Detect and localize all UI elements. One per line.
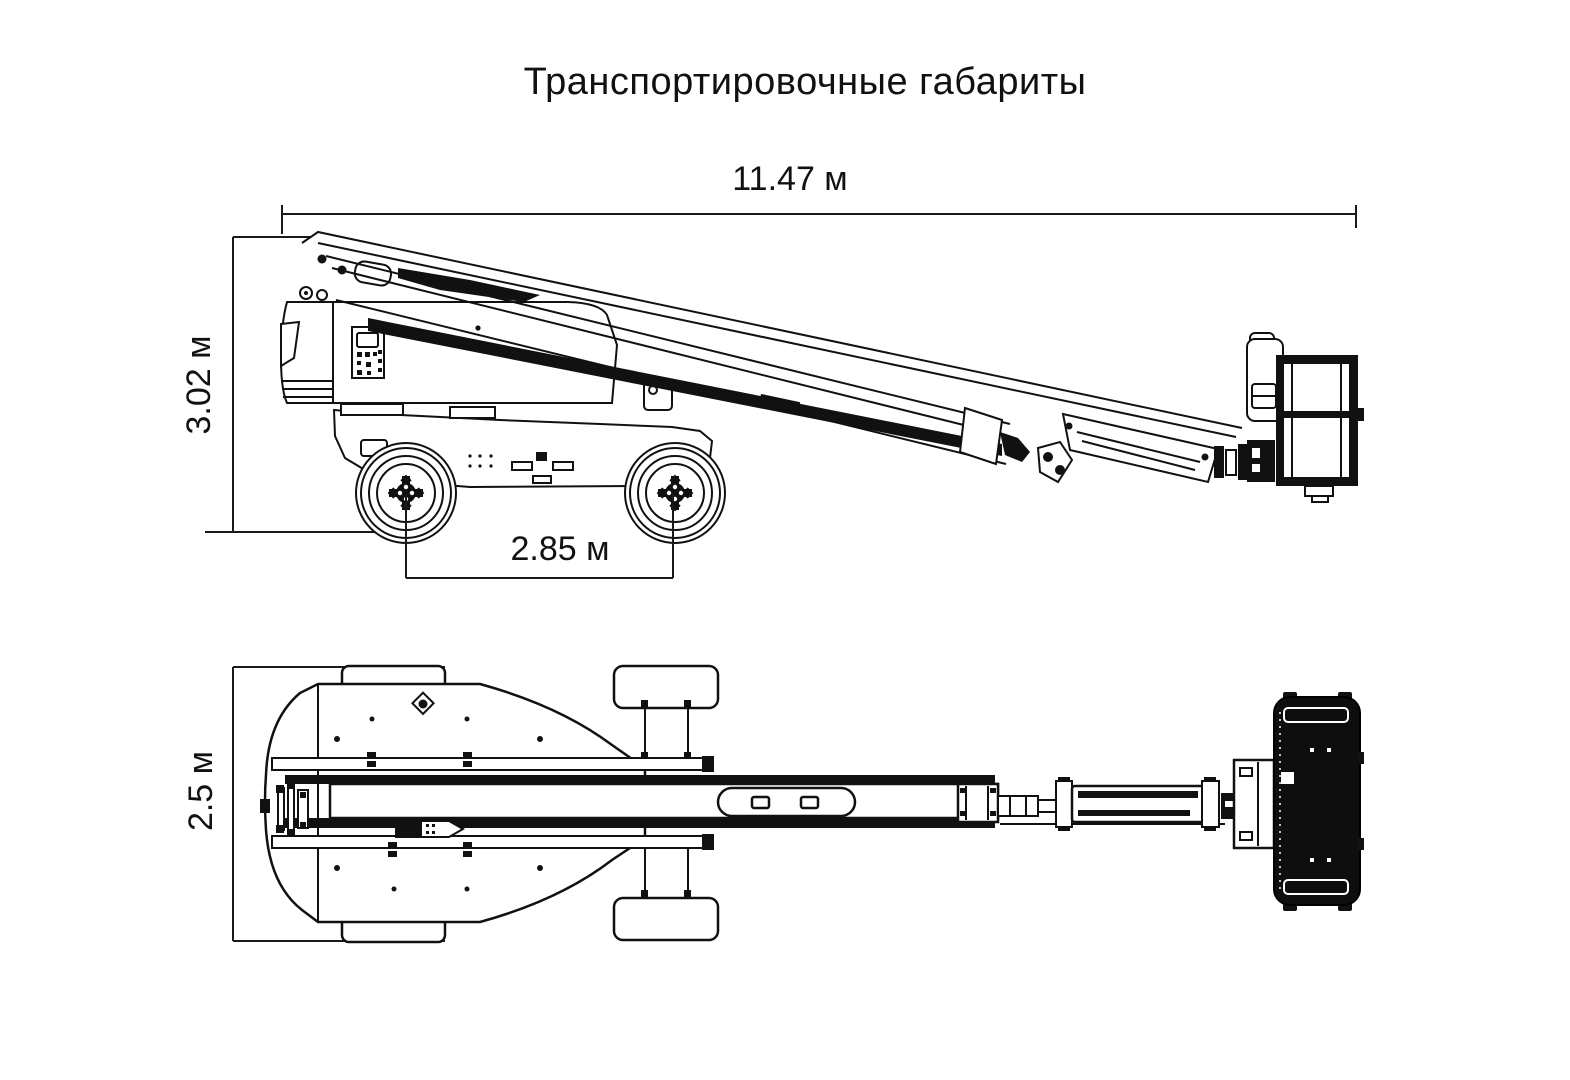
basket-top <box>1274 692 1364 911</box>
cylinder-pointer <box>395 821 463 838</box>
basket-side <box>1247 333 1364 502</box>
diagram-title: Транспортировочные габариты <box>523 61 1087 103</box>
length-dimension-label: 11.47 м <box>732 160 848 198</box>
basket-cage <box>1276 355 1364 502</box>
top-view <box>182 666 1364 942</box>
width-dimension-label: 2.5 м <box>182 750 220 832</box>
height-dimension-label: 3.02 м <box>180 335 218 435</box>
side-view <box>180 160 1364 578</box>
machine-side <box>281 232 1364 578</box>
dim-length <box>282 160 1356 234</box>
machine-top <box>260 666 1364 942</box>
jib-top <box>998 760 1274 848</box>
wheelbase-dimension-label: 2.85 м <box>510 530 610 568</box>
wheel-front <box>625 443 725 543</box>
